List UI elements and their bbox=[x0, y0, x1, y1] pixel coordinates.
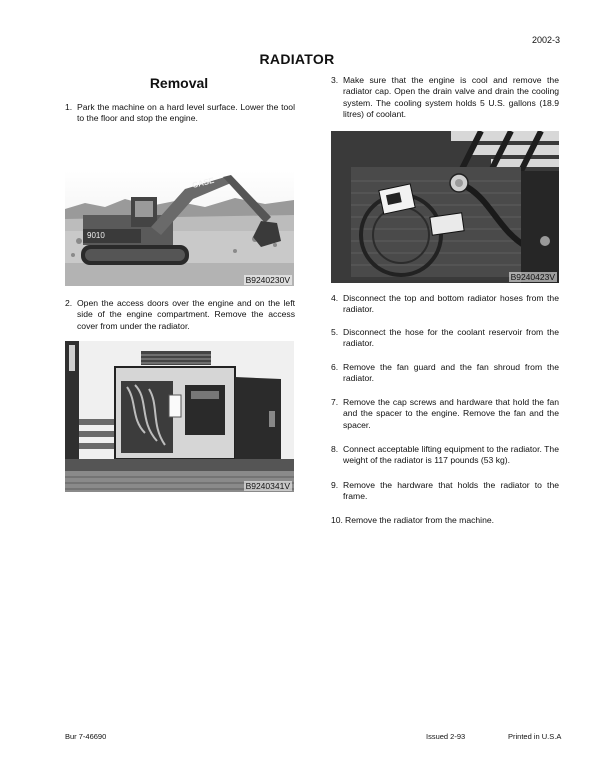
figure-caption: B9240341V bbox=[245, 481, 290, 491]
step-6 bbox=[331, 362, 559, 385]
engine-compartment-illustration bbox=[65, 341, 294, 492]
footer-printed: Printed in U.S.A bbox=[508, 732, 562, 741]
step-number: 6. bbox=[331, 362, 339, 372]
step-text: Remove the hardware that holds the radiator to the frame. bbox=[343, 480, 559, 502]
figure-caption: B9240230V bbox=[245, 275, 290, 285]
step-3 bbox=[331, 75, 559, 121]
step-number: 7. bbox=[331, 397, 339, 407]
step-text: Remove the fan guard and the fan shroud from the radiator. bbox=[343, 362, 559, 384]
step-text: Make sure that the engine is cool and remove the radiator cap. Open the drain valve and drain the cooling system. The cooling system holds 5 U.S. gallons (18.9 litres) of coolant. bbox=[343, 75, 559, 120]
model-number-decal: 9010 bbox=[87, 231, 105, 240]
footer-issued: Issued 2-93 bbox=[426, 732, 466, 741]
excavator-illustration bbox=[65, 171, 294, 286]
step-text: Disconnect the hose for the coolant reservoir from the radiator. bbox=[343, 327, 559, 349]
step-1 bbox=[65, 102, 295, 125]
step-number: 8. bbox=[331, 444, 339, 454]
section-heading: Removal bbox=[149, 75, 209, 91]
step-9 bbox=[331, 480, 559, 503]
brand-decal: CASE bbox=[191, 175, 216, 190]
step-text: Remove the radiator from the machine. bbox=[345, 515, 495, 525]
step-text: Connect acceptable lifting equipment to the radiator. The weight of the radiator is 117 pounds (53 kg). bbox=[343, 444, 559, 466]
footer-publication-number: Bur 7-46690 bbox=[65, 732, 107, 741]
step-number: 2. bbox=[65, 298, 73, 308]
page-title: RADIATOR bbox=[259, 51, 335, 67]
radiator-photo bbox=[331, 131, 559, 283]
step-text: Remove the cap screws and hardware that hold the fan and the spacer to the engine. Remove the fan and the spacer. bbox=[343, 397, 559, 430]
step-number: 3. bbox=[331, 75, 339, 85]
step-7 bbox=[331, 397, 559, 431]
step-10 bbox=[331, 515, 559, 526]
step-number: 9. bbox=[331, 480, 339, 490]
figure-caption: B9240423V bbox=[510, 272, 555, 282]
step-number: 4. bbox=[331, 293, 339, 303]
step-text: Open the access doors over the engine and on the left side of the engine compartment. Remove the access cover from under the radiator. bbox=[77, 298, 295, 331]
step-4 bbox=[331, 293, 559, 316]
step-number: 10. bbox=[331, 515, 343, 525]
step-number: 1. bbox=[65, 102, 73, 112]
excavator-photo bbox=[65, 171, 294, 286]
step-2 bbox=[65, 298, 295, 332]
step-text: Disconnect the top and bottom radiator hoses from the radiator. bbox=[343, 293, 559, 315]
step-number: 5. bbox=[331, 327, 339, 337]
page-number: 2002-3 bbox=[531, 35, 560, 45]
step-8 bbox=[331, 444, 559, 467]
engine-compartment-photo bbox=[65, 341, 294, 492]
step-text: Park the machine on a hard level surface. Lower the tool to the floor and stop the engine. bbox=[77, 102, 295, 124]
radiator-illustration bbox=[331, 131, 559, 283]
step-5 bbox=[331, 327, 559, 350]
